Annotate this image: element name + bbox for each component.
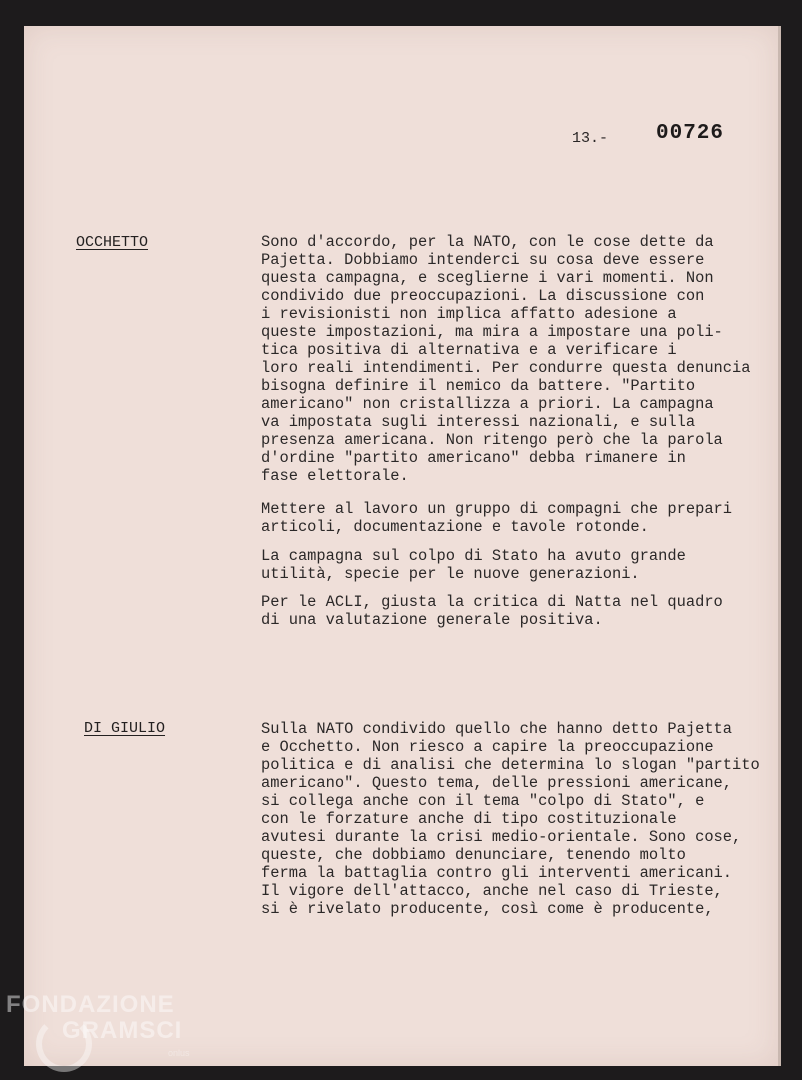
logo-line-1: FONDAZIONE [6,991,175,1018]
speech-paragraph: Sono d'accordo, per la NATO, con le cose dette da Pajetta. Dobbiamo intenderci su cosa deve essere questa campagna, e sceglierne i vari momenti. Non condivido due preoccupazioni. La discussione con i revisionisti non implica affatto adesione a queste impostazioni, ma mira a impostare una poli- tica positiva di alternativa e a verificare i loro reali intendimenti. Per condurre questa denuncia bisogna definire il nemico da battere. "Partito americano" non cristallizza a priori. La campagna va impostata sugli interessi nazionali, e sulla presenza americana. Non ritengo però che la parola d'ordine "partito americano" debba rimanere in fase elettorale. [261,233,751,485]
document-number: 00726 [656,122,725,145]
page-number: 13.- [572,130,609,147]
page-edge [778,26,781,1066]
speech-paragraph: Sulla NATO condivido quello che hanno detto Pajetta e Occhetto. Non riesco a capire la preoccupazione politica e di analisi che determina lo slogan "partito americano". Questo tema, delle pressioni americane, si collega anche con il tema "colpo di Stato", e con le forzature anche di tipo costituzionale avutesi durante la crisi medio-orientale. Sono cose, queste, che dobbiamo denunciare, tenendo molto ferma la battaglia contro gli interventi americani. Il vigore dell'attacco, anche nel caso di Trieste, si è rivelato producente, così come è producente, [261,720,760,918]
logo-line-2: GRAMSCI [62,1017,183,1044]
speaker-name: OCCHETTO [76,234,149,251]
speech-paragraph: La campagna sul colpo di Stato ha avuto grande utilità, specie per le nuove generazioni. [261,547,686,583]
speech-paragraph: Mettere al lavoro un gruppo di compagni che prepari articoli, documentazione e tavole rotonde. [261,500,733,536]
speaker-name: DI GIULIO [84,720,166,737]
fondazione-gramsci-logo [6,991,190,1058]
logo-ring-icon [36,1016,92,1072]
speech-paragraph: Per le ACLI, giusta la critica di Natta nel quadro di una valutazione generale positiva. [261,593,723,629]
logo-line-3: onlus [168,1048,190,1058]
